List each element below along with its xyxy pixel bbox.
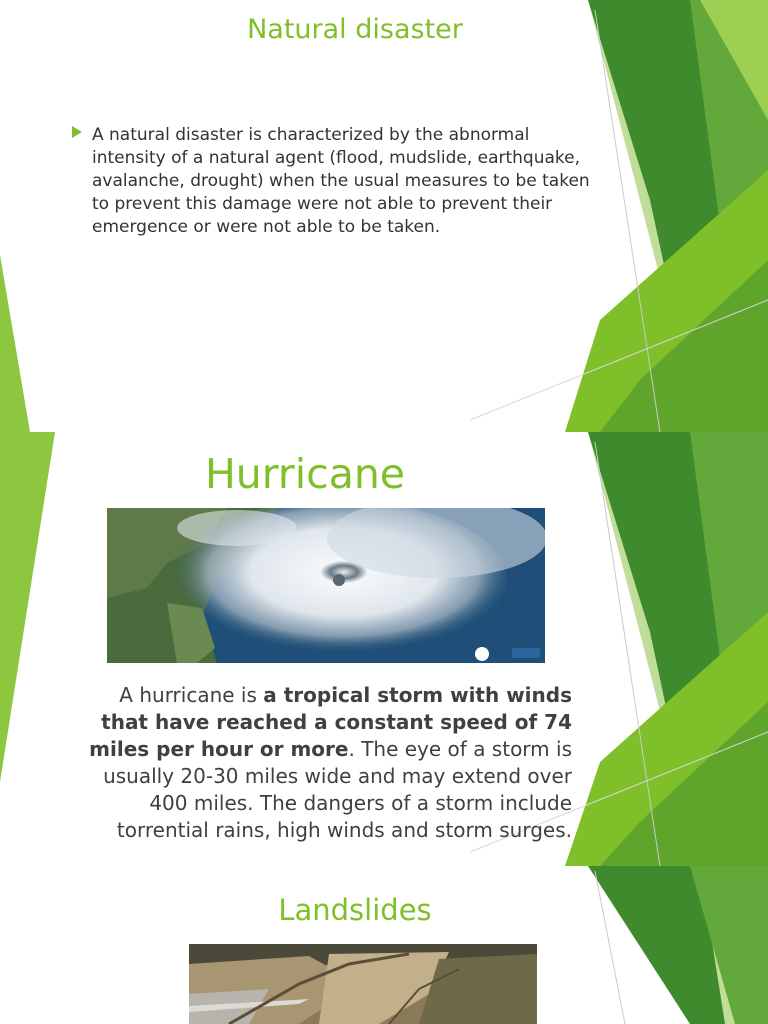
- slide-natural-disaster: [0, 0, 768, 432]
- landslide-aerial-image: [189, 944, 537, 1024]
- slide-title: Hurricane: [204, 450, 406, 498]
- landslide-image-graphic: [189, 944, 537, 1024]
- bullet-text: A natural disaster is characterized by the abnormal intensity of a natural agent (flood, mudslide, earthquake, avalanche, drought) when the usual measures to be taken to prevent this damage were not able to prevent their emergence or were not able to be taken.: [92, 125, 590, 237]
- triangle-right-icon: [72, 126, 82, 138]
- slide-title: Natural disaster: [247, 14, 463, 45]
- caption-text-continued: . The eye of a storm is usually 20-30 miles wide and may extend over 400 miles. The dangers of a storm include torrential rains, high winds and storm surges.: [103, 737, 572, 842]
- hurricane-satellite-image: [107, 508, 545, 663]
- caption-text: A hurricane is: [119, 683, 264, 707]
- bullet-item: [72, 124, 592, 239]
- hurricane-image-graphic: [107, 508, 545, 663]
- hurricane-description: [70, 682, 572, 844]
- slide-title: Landslides: [278, 893, 432, 927]
- caption-bold-text: a tropical storm with winds that have reached a constant speed of 74 miles per hour or more: [89, 683, 572, 761]
